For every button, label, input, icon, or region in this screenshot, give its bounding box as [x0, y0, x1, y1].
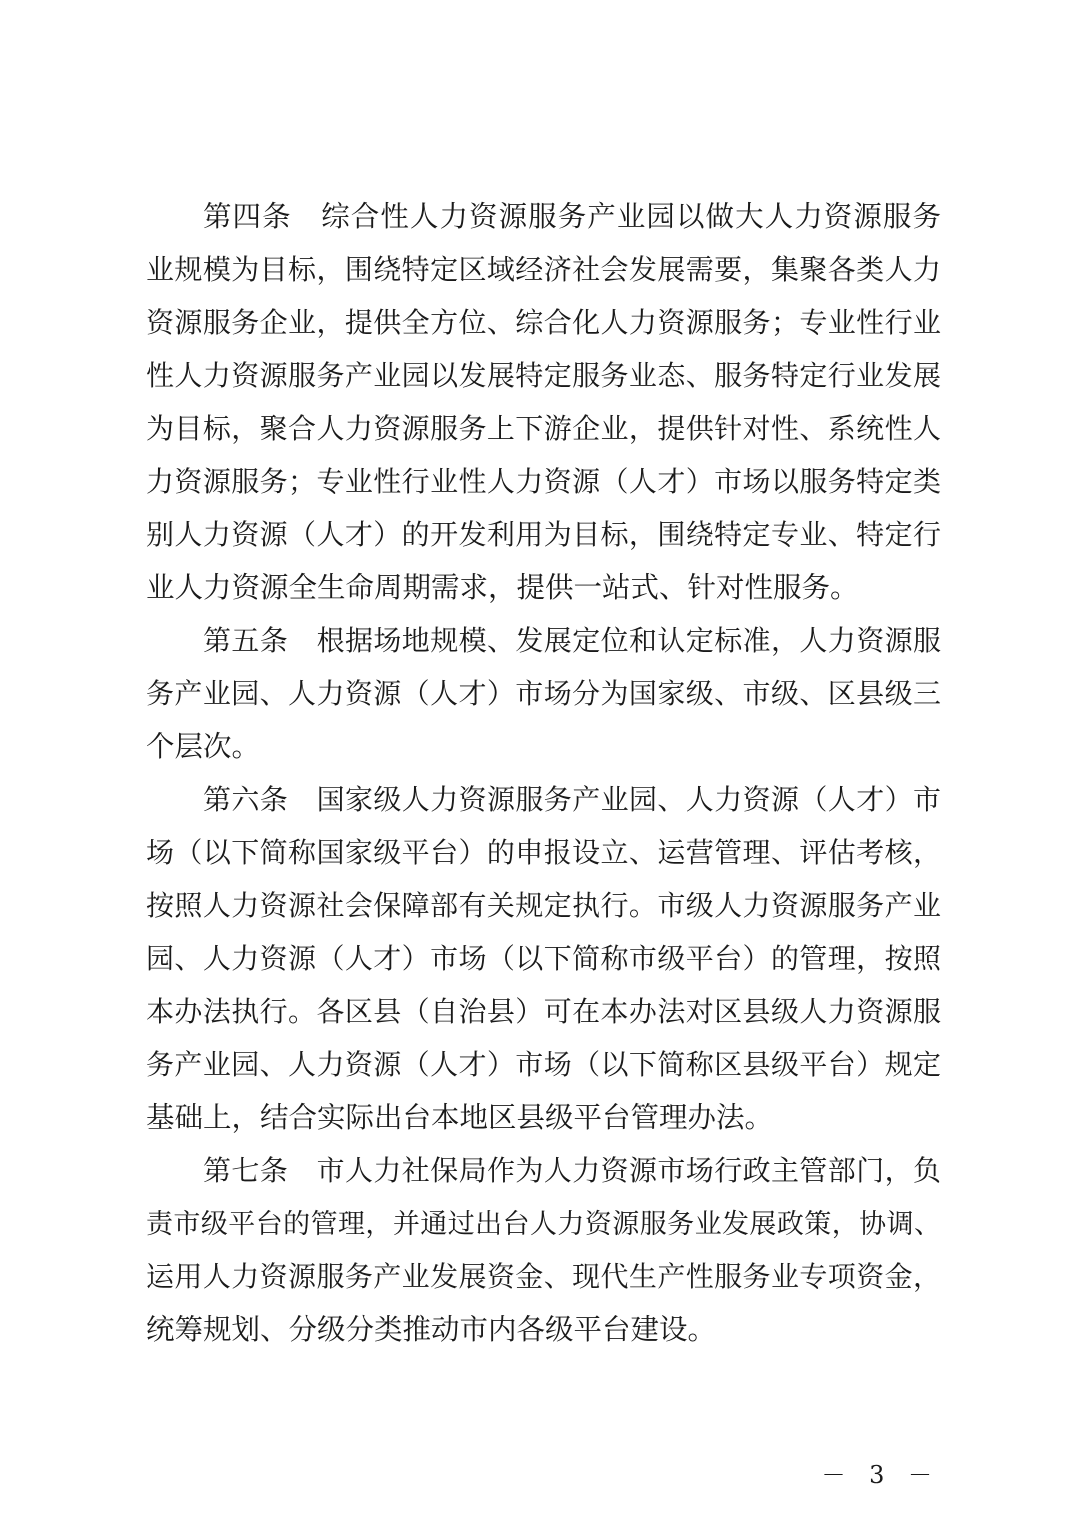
article-6-line-5: 本办法执行。各区县（自治县）可在本办法对区县级人力资源服 [146, 995, 941, 1028]
article-7-line-2: 责市级平台的管理，并通过出台人力资源服务业发展政策，协调、 [146, 1209, 941, 1240]
article-5-line-2: 务产业园、人力资源（人才）市场分为国家级、市级、区县级三 [146, 677, 941, 710]
article-7-line-1: 第七条 市人力社保局作为人力资源市场行政主管部门，负 [203, 1154, 941, 1187]
article-6-line-7: 基础上，结合实际出台本地区县级平台管理办法。 [146, 1101, 774, 1134]
article-7-line-4: 统筹规划、分级分类推动市内各级平台建设。 [146, 1313, 717, 1346]
article-4-line-1: 第四条 综合性人力资源服务产业园以做大人力资源服务 [203, 200, 941, 233]
article-7-line-3: 运用人力资源服务产业发展资金、现代生产性服务业专项资金， [146, 1260, 941, 1293]
article-4-line-4: 性人力资源服务产业园以发展特定服务业态、服务特定行业发展 [146, 359, 941, 392]
article-4-line-8: 业人力资源全生命周期需求，提供一站式、针对性服务。 [146, 571, 859, 604]
article-5-line-1: 第五条 根据场地规模、发展定位和认定标准，人力资源服 [203, 624, 941, 657]
article-6-line-2: 场（以下简称国家级平台）的申报设立、运营管理、评估考核， [146, 836, 941, 869]
document-body [146, 190, 946, 1356]
article-4-line-3: 资源服务企业，提供全方位、综合化人力资源服务；专业性行业 [146, 306, 941, 339]
article-6-line-4: 园、人力资源（人才）市场（以下简称市级平台）的管理，按照 [146, 942, 941, 975]
article-4-line-7: 别人力资源（人才）的开发利用为目标，围绕特定专业、特定行 [146, 518, 941, 551]
article-6-line-3: 按照人力资源社会保障部有关规定执行。市级人力资源服务产业 [146, 889, 941, 922]
article-4-line-2: 业规模为目标，围绕特定区域经济社会发展需要，集聚各类人力 [146, 253, 941, 286]
article-6-line-1: 第六条 国家级人力资源服务产业园、人力资源（人才）市 [203, 783, 941, 816]
article-4-line-5: 为目标，聚合人力资源服务上下游企业，提供针对性、系统性人 [146, 412, 941, 445]
article-6-line-6: 务产业园、人力资源（人才）市场（以下简称区县级平台）规定 [146, 1048, 941, 1081]
page-number: － 3 － [821, 1461, 940, 1489]
article-5-line-3: 个层次。 [146, 730, 261, 763]
article-4-line-6: 力资源服务；专业性行业性人力资源（人才）市场以服务特定类 [146, 465, 941, 498]
